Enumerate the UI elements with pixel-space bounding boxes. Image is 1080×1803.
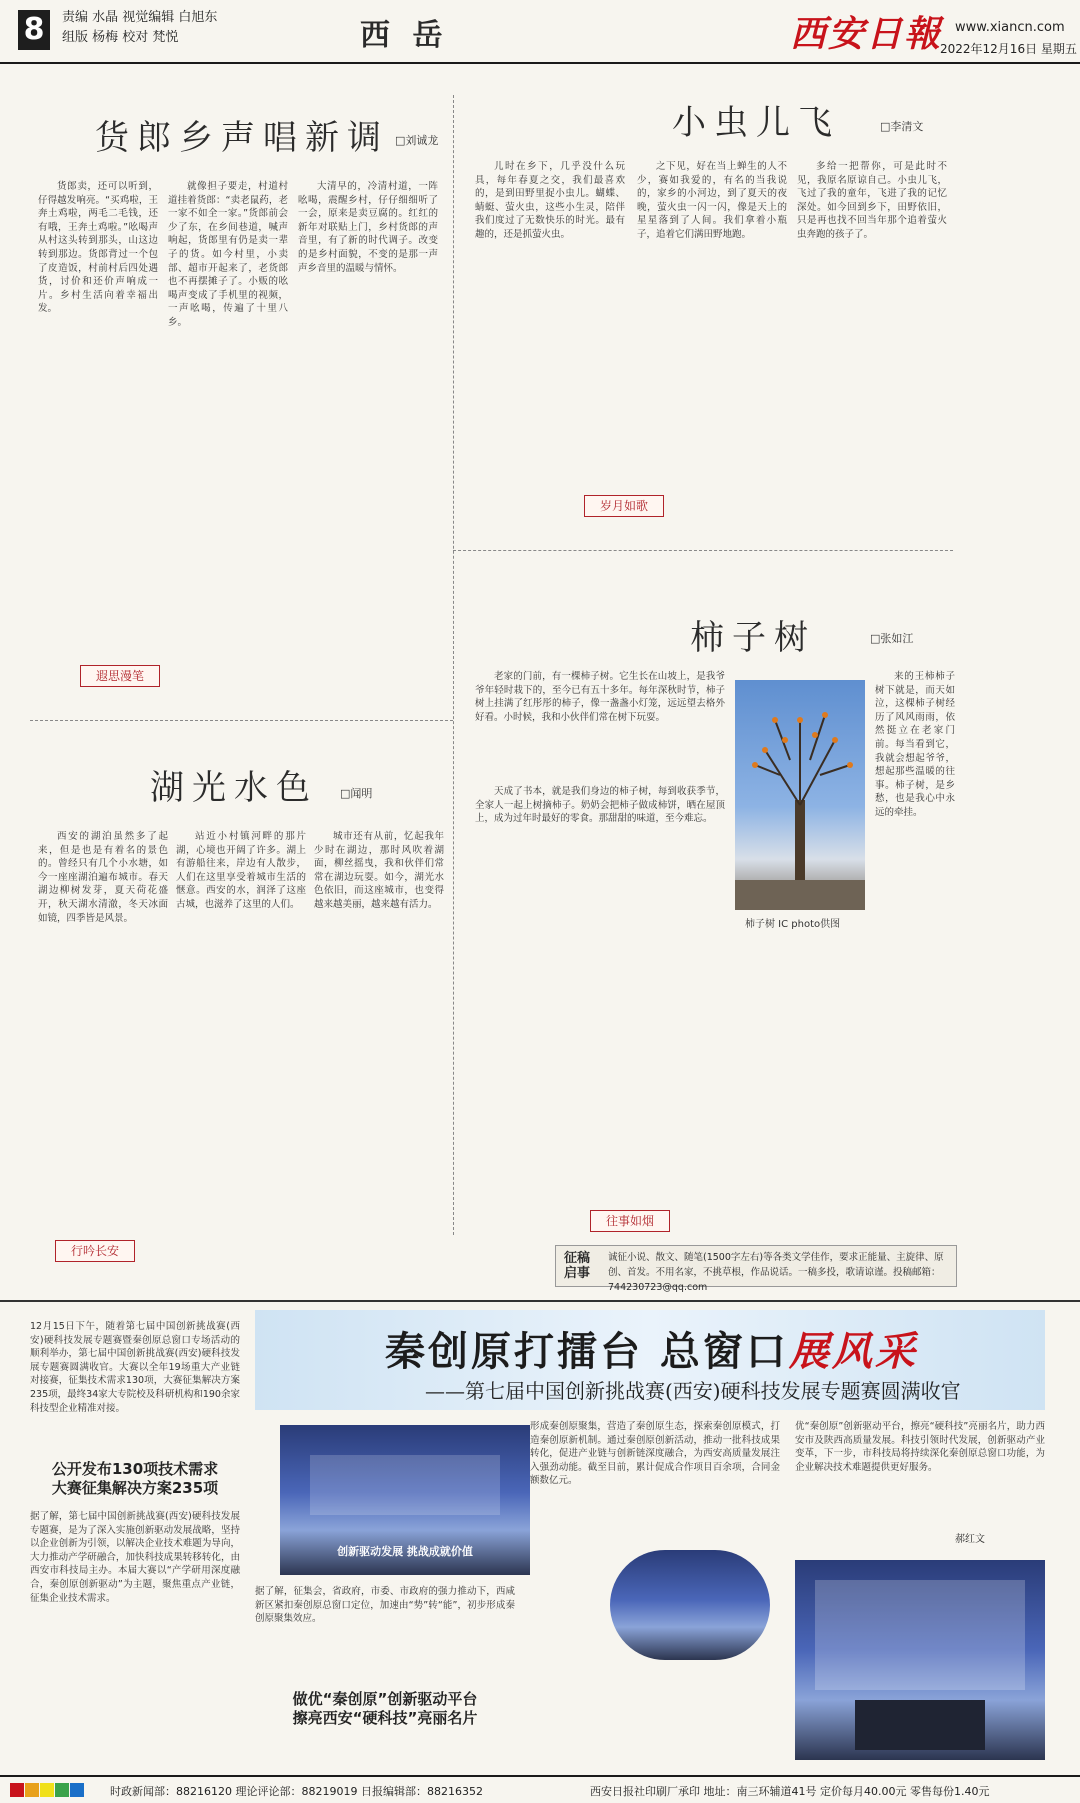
page-number: 8 [18,10,50,50]
tree-icon [735,680,865,910]
paragraph: 西安的湖泊虽然多了起来，但是也是有着名的景色的。曾经只有几个小水塘，如今一座座湖泊遍布城市。春天湖边柳树发芽，夏天荷花盛开，秋天湖水清澈，冬天冰面如镜，四季皆是风景。 [38,831,168,924]
section-divider [453,550,953,551]
article-column [298,180,438,700]
banner-title-main: 秦创原打擂台 总窗口 [385,1328,789,1375]
banner-subtitle: ——第七届中国创新挑战赛(西安)硬科技发展专题赛圆满收官 [425,1379,961,1403]
color-bar [10,1783,85,1800]
article-column [38,830,168,1230]
persimmon-tree-photo [735,680,865,910]
subheading-1 [30,1460,240,1498]
paragraph: 城市还有从前，忆起我年少时在湖边，那时风吹着湖面，柳丝摇曳，我和伙伴们常常在湖边玩耍。如今，湖光水色依旧，而这座城市，也变得越来越美丽，越来越有活力。 [314,831,444,910]
article-title-shizi: 柿子树 [690,618,816,658]
column-divider [453,95,454,1235]
paragraph: 就像担子要走，村道村道挂着货郎：“卖老鼠药，老一家不如全一家。”货郎前会少了东，在乡间巷道，喊声响起，货郎里有仍是卖一辈子的货。如今村里，小卖部、超市开起来了，老货郎也不再摆摊子了。小贩的吆喝声变成了手机里的视频，一声吆喝，传遍了十里八乡。 [168,181,288,328]
paragraph: 站近小村镇河畔的那片湖，心境也开阔了许多。湖上有游船往来，岸边有人散步，人们在这里享受着城市生活的惬意。西安的水，润泽了这座古城，也滋养了这里的人们。 [176,831,306,910]
credits-line-1: 责编 水晶 视觉编辑 白旭东 [62,10,218,25]
article-column [475,160,625,480]
story-body: 形成秦创原聚集，营造了秦创原生态，探索秦创原模式，打造秦创原新机制。通过秦创原创新活动，推动一批科技成果转化，促进产业链与创新链深度融合，为西安高质量发展注入强劲动能。截至目前，累计促成合作项目百余项，合同金额数亿元。 [530,1421,780,1487]
section-rule [0,1300,1080,1302]
stage-screen [815,1580,1025,1690]
call-for-submissions [555,1245,957,1293]
podium [855,1700,985,1750]
subheading-2-line2: 擦亮西安“硬科技”亮丽名片 [292,1709,478,1727]
article-column [475,670,725,780]
column-seal: 遐思漫笔 [80,665,160,687]
notice-label: 征稿启事 [564,1251,591,1281]
section-title: 西 岳 [360,18,449,53]
article-column [176,830,306,1230]
story-author: 郝红文 [955,1534,985,1545]
newspaper-logo: 西安日報 [790,13,943,55]
story-intro: 12月15日下午，随着第七届中国创新挑战赛(西安)硬科技发展专题赛暨秦创原总窗口专场活动的顺利举办，第七届中国创新挑战赛(西安)硬科技发展专题赛圆满收官。大赛以全年19场重大产业链对接赛，征集技术需求130项，大赛征集解决方案235项，最终34家大专院校及科研机构和190余家科技型企业精准对接。 [30,1321,240,1414]
story-body: 优“秦创原”创新驱动平台，擦亮“硬科技”亮丽名片，助力西安市及陕西高质量发展。科技引领时代发展，创新驱动产业变革，下一步，市科技局将持续深化秦创原总窗口功能，为企业解决技术难题提供更好服务。 [795,1421,1045,1473]
article-title-xiaochong: 小虫儿飞 [672,103,840,143]
page-footer [0,1775,1080,1803]
banner-title [385,1320,918,1377]
column-seal: 岁月如歌 [584,495,664,517]
notice-text: 诚征小说、散文、随笔(1500字左右)等各类文学佳作，要求正能量、主旋律、原创、首发。不用名家，不挑草根，作品说话。一稿多投，歌请谅谨。投稿邮箱：744230723@qq.com [608,1252,944,1293]
footer-contacts: 时政新闻部：88216120 理论评论部：88219019 日报编辑部：88216352 [110,1785,483,1798]
credits-line-2: 组版 杨梅 校对 梵悦 [62,30,179,45]
paragraph: 货郎卖，还可以听到，仔得越发响亮。“买鸡啦，王奔土鸡啦，两毛二毛钱，还有哦，王奔土鸡啦。”吆喝声从村这头转到那头，山这边转到那边。货郎背过一个包了皮造饭，村前村后四处遇货，讨价和还价声响成一片。乡村生活向着幸福出发。 [38,181,158,315]
story-body: 据了解，第七届中国创新挑战赛(西安)硬科技发展专题赛，是为了深入实施创新驱动发展战略，坚持以企业创新为引领，以解决企业技术难题为导向，大力推动产学研融合，加快科技成果转移转化，由西安市科技局主办。本届大赛以“产学研用深度融合，秦创原创新驱动”为主题，聚焦重点产业链，征集企业技术需求。 [30,1511,240,1604]
paragraph: 天成了书本，就是我们身边的柿子树，每到收获季节，全家人一起上树摘柿子。奶奶会把柿子做成柿饼，晒在屋顶上，成为过年时最好的零食。那甜甜的味道，至今难忘。 [475,786,725,825]
paragraph: 老家的门前，有一棵柿子树。它生长在山坡上，是我爷爷年轻时栽下的，至今已有五十多年。每年深秋时节，柿子树上挂满了红彤彤的柿子，像一盏盏小灯笼，远远望去格外好看。小时候，我和小伙伴们常在树下玩耍。 [475,671,725,723]
article-column [38,180,158,650]
headline-banner [255,1310,1045,1410]
paragraph: 大清早的，冷清村道，一阵吆喝，震醒乡村，仔仔细细听了一会，原来是卖豆腐的。红红的新年对联贴上门，乡村货郎的声音里，有了新的时代调子。改变的是乡村面貌，不变的是那一声声乡音里的温暖与情怀。 [298,181,438,274]
article-column [637,160,787,520]
banner-title-accent: 展风采 [788,1328,918,1375]
subheading-1-line2: 大赛征集解决方案235项 [51,1479,219,1497]
stage-screen [310,1455,500,1515]
article-column [797,160,947,520]
column-seal: 往事如烟 [590,1210,670,1232]
paragraph: 来的王柿柿子树下就是，而天如泣，这棵柿子树经历了风风雨雨，依然挺立在老家门前。每当看到它，我就会想起爷爷，想起那些温暖的往事。柿子树，是乡愁，也是我心中永远的牵挂。 [875,671,955,818]
paragraph: 之下见，好在当上蝉生的人不少，赛如我爱的，有名的当我说的，家乡的小河边，到了夏天的夜晚，萤火虫一闪一闪，像是天上的星星落到了人间。我们拿着小瓶子，追着它们满田野地跑。 [637,161,787,240]
section-divider [30,720,453,721]
subheading-2-line1: 做优“秦创原”创新驱动平台 [292,1690,478,1708]
editor-credits [62,8,252,48]
event-photo-3 [610,1550,770,1660]
article-title-huolang: 货郎乡声唱新调 [95,118,389,158]
byline-huolang: □刘诚龙 [395,134,439,147]
column-seal: 行吟长安 [55,1240,135,1262]
paragraph: 多给一把帮你，可是此时不见，我原名原谅自己。小虫儿飞，飞过了我的童年，飞进了我的记忆深处。如今回到乡下，田野依旧，只是再也找不回当年那个追着萤火虫奔跑的孩子了。 [797,161,947,240]
article-column [168,180,288,700]
website-url: www.xiancn.com [955,20,1065,35]
photo-caption: 柿子树 IC photo供图 [745,919,841,930]
event-photo [280,1425,530,1575]
footer-publisher: 西安日报社印刷厂承印 地址：南三环辅道41号 定价每月40.00元 零售每份1.40元 [590,1785,990,1798]
stage-banner-text: 创新驱动发展 挑战成就价值 [337,1545,473,1558]
paragraph: 儿时在乡下，几乎没什么玩具，每年春夏之交，我们最喜欢的，是到田野里捉小虫儿。蝴蝶、蜻蜓、萤火虫，这些小生灵，陪伴我们度过了无数快乐的时光。最有趣的，还是抓萤火虫。 [475,161,625,240]
byline-xiaochong: □李清文 [880,120,924,133]
subheading-2 [255,1690,515,1728]
subheading-1-line1: 公开发布130项技术需求 [51,1460,219,1478]
issue-date: 2022年12月16日 星期五 [940,42,1077,56]
event-photo-2 [795,1560,1045,1760]
story-body: 据了解，征集会，省政府，市委、市政府的强力推动下，西咸新区紧扣秦创原总窗口定位，加速由“势”转“能”，初步形成秦创原聚集效应。 [255,1586,515,1625]
page-header [0,0,1080,64]
article-title-hugaung: 湖光水色 [150,768,318,808]
article-column [875,670,955,1230]
byline-hugaung: □闻明 [340,787,373,800]
byline-shizi: □张如江 [870,632,914,645]
article-column [314,830,444,1230]
article-column [475,785,725,1245]
